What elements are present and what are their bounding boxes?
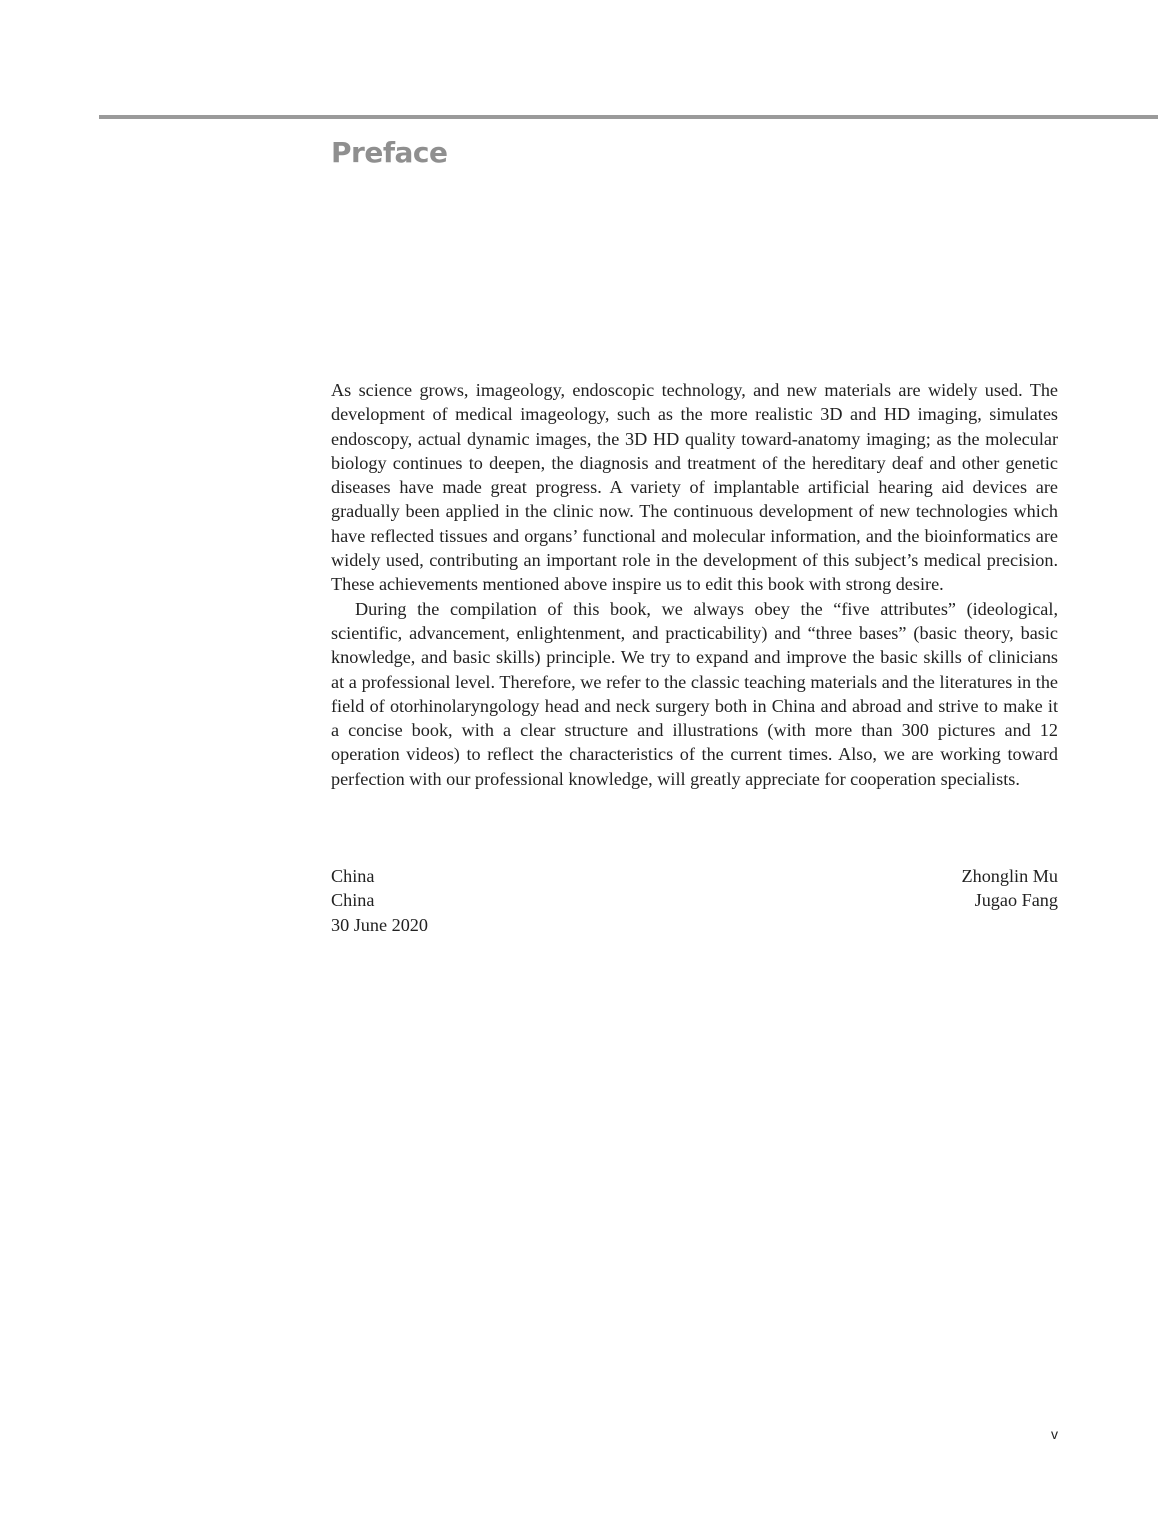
signoff-author-2: Jugao Fang: [974, 890, 1058, 911]
paragraph-2: During the compilation of this book, we always obey the “five attributes” (ideological, scientific, advancement, enlightenment, and practicability) and “three bases” (basic theory, basic knowledge, and basic skills) principle. We try to expand and improve the basic skills of clinicians at a professional level. Therefore, we refer to the classic teaching materials and the literatures in the field of otorhinolaryngology head and neck surgery both in China and abroad and strive to make it a concise book, with a clear structure and illustrations (with more than 300 pictures and 12 operation videos) to reflect the characteristics of the current times. Also, we are working toward perfection with our professional knowledge, will greatly appreciate for cooperation specialists.: [331, 598, 1058, 789]
preface-body: [331, 378, 1058, 791]
signoff-row-2: [331, 888, 1058, 912]
signoff-place-2: China: [331, 890, 375, 911]
signoff-row-1: [331, 864, 1058, 888]
paragraph-1: As science grows, imageology, endoscopic technology, and new materials are widely used. The development of medical imageology, such as the more realistic 3D and HD imaging, simulates endoscopy, actual dynamic images, the 3D HD quality toward-anatomy imaging; as the molecular biology continues to deepen, the diagnosis and treatment of the hereditary deaf and other genetic diseases have made great progress. A variety of implantable artificial hearing aid devices are gradually been applied in the clinic now. The continuous development of new technologies which have reflected tissues and organs’ functional and molecular information, and the bioinformatics are widely used, contributing an important role in the development of this subject’s medical precision. These achievements mentioned above inspire us to edit this book with strong desire.: [331, 380, 1058, 595]
signoff-date: 30 June 2020: [331, 914, 428, 935]
top-rule: [99, 115, 1158, 119]
signoff: [331, 864, 1058, 937]
signoff-row-3: [331, 913, 1058, 937]
signoff-place-1: China: [331, 866, 375, 886]
page-title: Preface: [331, 136, 448, 169]
signoff-author-1: Zhonglin Mu: [961, 866, 1058, 886]
page-number: v: [1051, 1426, 1058, 1442]
